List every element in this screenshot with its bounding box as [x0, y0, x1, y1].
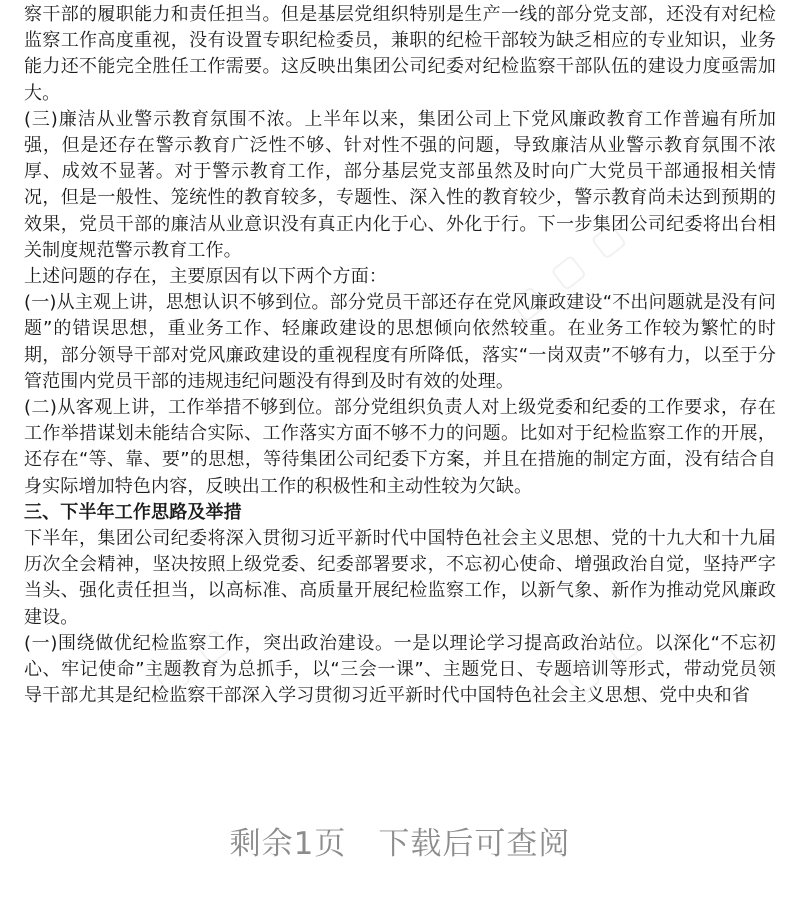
watermark: ▢ ▢: [146, 617, 241, 703]
watermark: ▢ ▢: [556, 617, 651, 703]
download-to-view-label[interactable]: 下载后可查阅: [378, 826, 571, 862]
remaining-pages-label: 剩余1页: [229, 826, 347, 862]
document-body: [24, 2, 776, 709]
paragraph-4: (一)从主观上讲，思想认识不够到位。部分党员干部还存在党风廉政建设“不出问题就是没有问题”的错误思想，重业务工作、轻廉政建设的思想倾向依然较重。在业务工作较为繁忙的时期，部分领导干部对党风廉政建设的重视程度有所降低，落实“一岗双责”不够有力，以至于分管范围内党员干部的违规违纪问题没有得到及时有效的处理。: [24, 292, 776, 392]
paragraph-3: 上述问题的存在，主要原因有以下两个方面：: [24, 266, 387, 288]
paragraph-7: (一)围绕做优纪检监察工作，突出政治建设。一是以理论学习提高政治站位。以深化“不忘初心、牢记使命”主题教育为总抓手，以“三会一课”、主题党日、专题培训等形式，带动党员领导干部尤其是纪检监察干部深入学习贯彻习近平新时代中国特色社会主义思想、党中央和省: [24, 632, 776, 707]
paragraph-6: 下半年，集团公司纪委将深入贯彻习近平新时代中国特色社会主义思想、党的十九大和十九届历次全会精神，坚决按照上级党委、纪委部署要求，不忘初心使命、增强政治自觉，坚持严字当头、强化责任担当，以高标准、高质量开展纪检监察工作，以新气象、新作为推动党风廉政建设。: [24, 528, 776, 628]
section-heading: 三、下半年工作思路及举措: [24, 501, 242, 523]
paragraph-5: (二)从客观上讲，工作举措不够到位。部分党组织负责人对上级党委和纪委的工作要求，存在工作举措谋划未能结合实际、工作落实方面不够不力的问题。比如对于纪检监察工作的开展，还存在“等、靠、要”的思想，等待集团公司纪委下方案，并且在措施的制定方面，没有结合自身实际增加特色内容，反映出工作的积极性和主动性较为欠缺。: [24, 397, 776, 497]
download-prompt[interactable]: [0, 818, 800, 863]
paragraph-2: (三)廉洁从业警示教育氛围不浓。上半年以来，集团公司上下党风廉政教育工作普遍有所加强，但是还存在警示教育广泛性不够、针对性不强的问题，导致廉洁从业警示教育氛围不浓厚、成效不显著。对于警示教育工作，部分基层党支部虽然及时向广大党员干部通报相关情况，但是一般性、笼统性的教育较多，专题性、深入性的教育较少，警示教育尚未达到预期的效果，党员干部的廉洁从业意识没有真正内化于心、外化于行。下一步集团公司纪委将出台相关制度规范警示教育工作。: [24, 108, 776, 261]
watermark: ▢ ▢ ▢: [502, 211, 636, 329]
paragraph-1: 察干部的履职能力和责任担当。但是基层党组织特别是生产一线的部分党支部，还没有对纪检监察工作高度重视，没有设置专职纪检委员，兼职的纪检干部较为缺乏相应的专业知识，业务能力还不能完全胜任工作需要。这反映出集团公司纪委对纪检监察干部队伍的建设力度亟需加大。: [24, 4, 776, 104]
